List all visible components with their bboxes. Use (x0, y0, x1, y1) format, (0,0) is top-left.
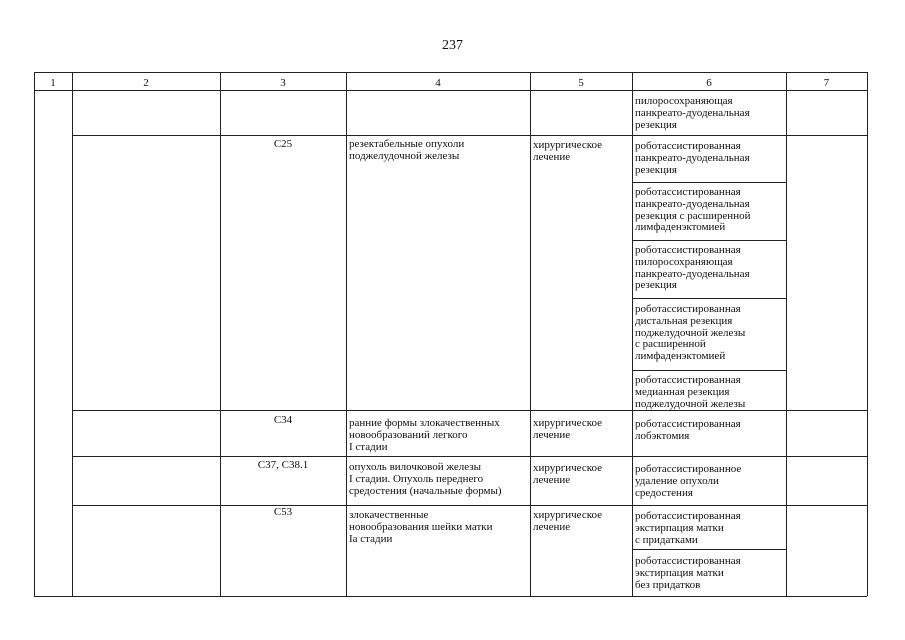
method-cell: роботассистированная панкреато-дуоденальная резекция (635, 140, 750, 176)
diagnosis-cell: ранние формы злокачественных новообразований легкого I стадии (349, 417, 500, 453)
table-rule (72, 456, 867, 457)
treatment-cell: хирургическое лечение (533, 509, 603, 533)
table-rule (632, 549, 786, 550)
diagnosis-cell: злокачественные новообразования шейки матки Ia стадии (349, 509, 493, 545)
method-cell: роботассистированная лобэктомия (635, 418, 741, 442)
table-rule (867, 72, 868, 596)
table-rule (632, 240, 786, 241)
table-rule (632, 298, 786, 299)
diagnosis-cell: резектабельные опухоли поджелудочной железы (349, 138, 465, 162)
column-header-4: 4 (435, 77, 441, 89)
treatment-cell: хирургическое лечение (533, 462, 603, 486)
column-header-1: 1 (50, 77, 56, 89)
diagnosis-cell: опухоль вилочковой железы I стадии. Опухоль переднего средостения (начальные формы) (349, 461, 502, 497)
method-cell: роботассистированная дистальная резекция поджелудочной железы с расширенной лимфаденэктомией (635, 303, 746, 363)
table-rule (34, 596, 867, 597)
table-rule (72, 505, 867, 506)
method-cell: пилоросохраняющая панкреато-дуоденальная резекция (635, 95, 750, 131)
table-rule (632, 72, 633, 596)
table-rule (530, 72, 531, 596)
method-cell: роботассистированная экстирпация матки с придатками (635, 510, 741, 546)
method-cell: роботассистированная экстирпация матки без придатков (635, 555, 741, 591)
method-cell: роботассистированная медианная резекция поджелудочной железы (635, 374, 746, 410)
table-rule (346, 72, 347, 596)
column-header-3: 3 (280, 77, 286, 89)
treatment-cell: хирургическое лечение (533, 139, 603, 163)
icd-code-cell: C34 (273, 414, 293, 426)
column-header-2: 2 (143, 77, 149, 89)
table-rule (72, 72, 73, 596)
method-cell: роботассистированная панкреато-дуоденальная резекция с расширенной лимфаденэктомией (635, 186, 751, 234)
page-number: 237 (442, 38, 463, 53)
table-rule (786, 72, 787, 596)
column-header-5: 5 (578, 77, 584, 89)
icd-code-cell: C53 (273, 506, 293, 518)
column-header-7: 7 (823, 77, 830, 89)
method-cell: роботассистированная пилоросохраняющая панкреато-дуоденальная резекция (635, 244, 750, 292)
table-rule (72, 135, 867, 136)
table-rule (632, 182, 786, 183)
table-rule (632, 370, 786, 371)
treatment-cell: хирургическое лечение (533, 417, 603, 441)
method-cell: роботассистированное удаление опухоли средостения (635, 463, 742, 499)
table-rule (34, 72, 867, 73)
table-rule (34, 72, 35, 596)
table-rule (34, 90, 867, 91)
column-header-6: 6 (706, 77, 712, 89)
icd-code-cell: C25 (273, 138, 293, 150)
icd-code-cell: C37, C38.1 (257, 459, 309, 471)
